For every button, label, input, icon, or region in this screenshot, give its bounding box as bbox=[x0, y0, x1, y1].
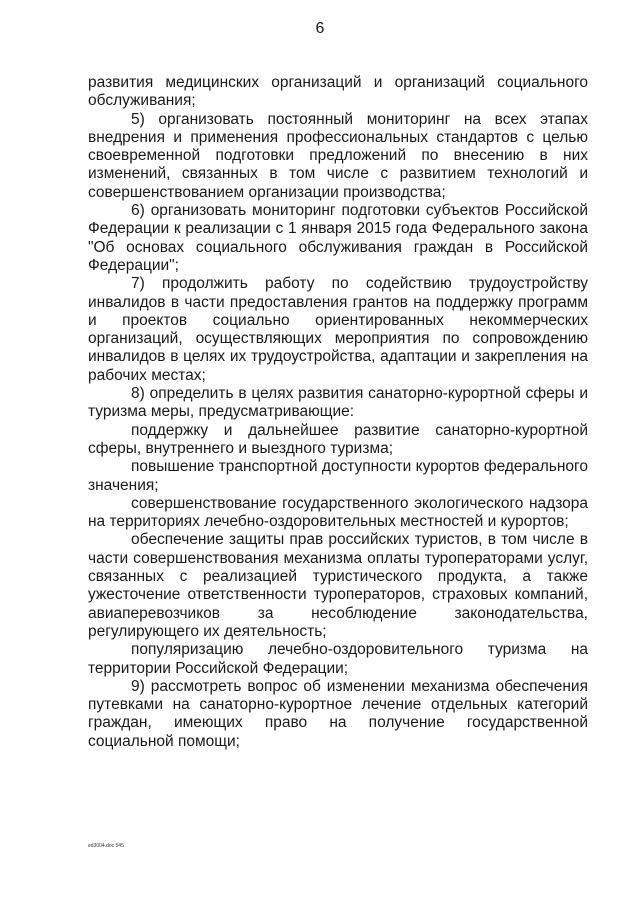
paragraph-measure-tourist-rights: обеспечение защиты прав российских туристов, в том числе в части совершенствования механизма оплаты туроператорами услуг, связанных с реализацией туристического продукта, а также ужесточение ответственности туроператоров, страховых компаний, авиаперевозчиков за несоблюдение законодательства, регулирующего их деятельность; bbox=[88, 531, 588, 640]
paragraph-item-7: 7) продолжить работу по содействию трудоустройству инвалидов в части предоставления грантов на поддержку программ и проектов социально ориентированных некоммерческих организаций, осуществляющих мероприятия по сопровождению инвалидов в целях их трудоустройства, адаптации и закрепления на рабочих местах; bbox=[88, 275, 588, 384]
paragraph-measure-ecology: совершенствование государственного экологического надзора на территориях лечебно-оздоровительных местностей и курортов; bbox=[88, 494, 588, 531]
paragraph-measure-support: поддержку и дальнейшее развитие санаторно-курортной сферы, внутреннего и выездного туризма; bbox=[88, 421, 588, 457]
paragraph-item-9: 9) рассмотреть вопрос об изменении механизма обеспечения путевками на санаторно-курортное лечение отдельных категорий граждан, имеющих право на получение государственной социальной помощи; bbox=[88, 677, 588, 750]
paragraph-item-5: 5) организовать постоянный мониторинг на всех этапах внедрения и применения профессиональных стандартов с целью своевременной подготовки предложений по внесению в них изменений, связанных в том числе с развитием технологий и совершенствованием организации производства; bbox=[88, 110, 588, 201]
paragraph-item-8: 8) определить в целях развития санаторно-курортной сферы и туризма меры, предусматривающие: bbox=[88, 385, 588, 421]
footer-doc-ref: ed3004.doc 545 bbox=[88, 843, 124, 849]
paragraph-measure-popularization: популяризацию лечебно-оздоровительного туризма на территории Российской Федерации; bbox=[88, 641, 588, 677]
page-number: 6 bbox=[315, 20, 325, 37]
paragraph-continuation: развития медицинских организаций и организаций социального обслуживания; bbox=[88, 74, 588, 110]
paragraph-item-6: 6) организовать мониторинг подготовки субъектов Российской Федерации к реализации с 1 января 2015 года Федерального закона "Об основах социального обслуживания граждан в Российской Федерации"; bbox=[88, 202, 588, 274]
paragraph-measure-transport: повышение транспортной доступности курортов федерального значения; bbox=[88, 458, 588, 494]
document-body bbox=[88, 74, 588, 751]
